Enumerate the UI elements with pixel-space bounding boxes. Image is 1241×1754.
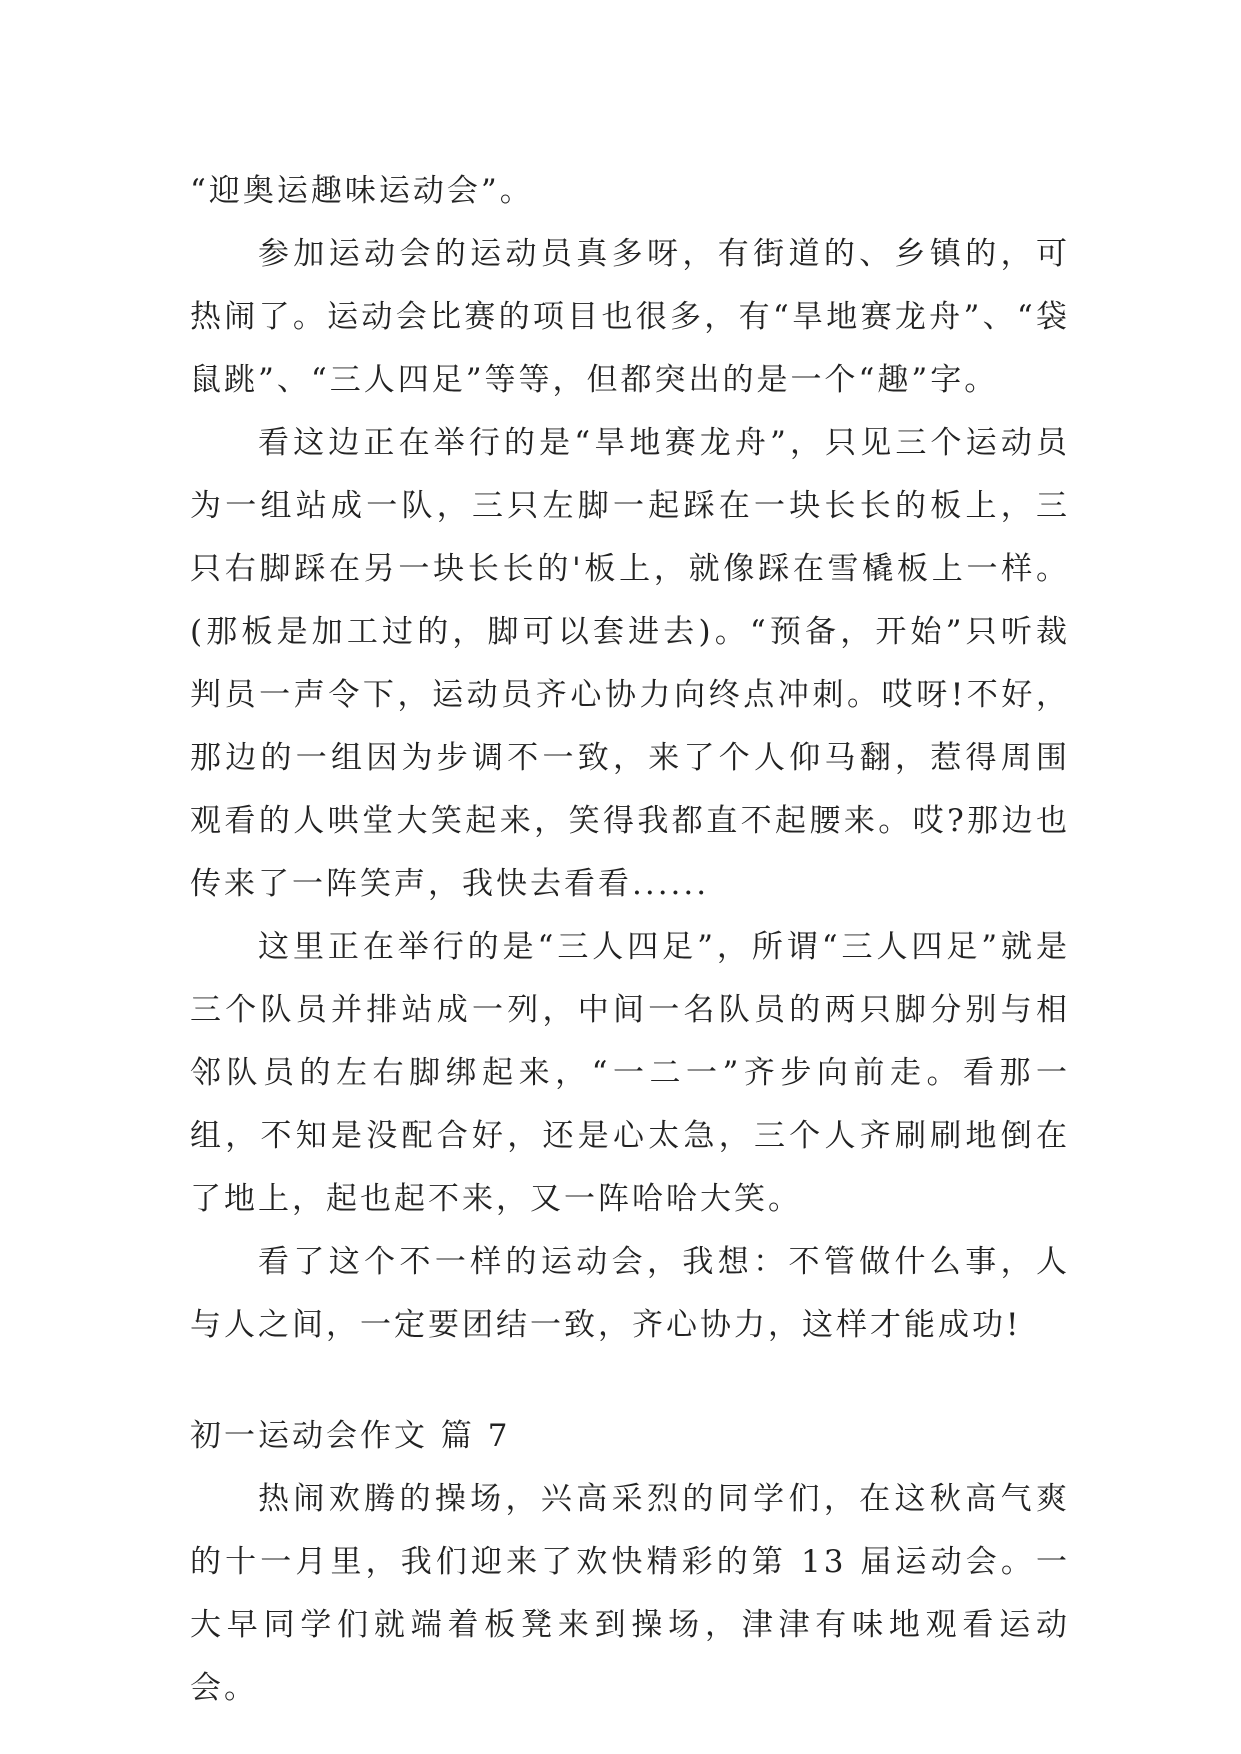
paragraph-three-legged: 这里正在举行的是“三人四足”，所谓“三人四足”就是三个队员并排站成一列，中间一名队员的两只脚分别与相邻队员的左右脚绑起来，“一二一”齐步向前走。看那一组，不知是没配合好，还是心太急，三个人齐刷刷地倒在了地上，起也起不来，又一阵哈哈大笑。 [190,929,1070,1217]
document-page [190,160,1070,1720]
paragraph-dragon-boat: 看这边正在举行的是“旱地赛龙舟”，只见三个运动员为一组站成一队，三只左脚一起踩在一块长长的板上，三只右脚踩在另一块长长的'板上，就像踩在雪橇板上一样。(那板是加工过的，脚可以套进去)。“预备，开始”只听裁判员一声令下，运动员齐心协力向终点冲刺。哎呀!不好，那边的一组因为步调不一致，来了个人仰马翻，惹得周围观看的人哄堂大笑起来，笑得我都直不起腰来。哎?那边也传来了一阵笑声，我快去看看...... [190,425,1070,902]
paragraph-conclusion: 看了这个不一样的运动会，我想：不管做什么事，人与人之间，一定要团结一致，齐心协力，这样才能成功! [190,1244,1070,1343]
paragraph-continuation: “迎奥运趣味运动会”。 [190,173,534,209]
paragraph-essay-7-intro: 热闹欢腾的操场，兴高采烈的同学们，在这秋高气爽的十一月里，我们迎来了欢快精彩的第 13 届运动会。一大早同学们就端着板凳来到操场，津津有味地观看运动会。 [190,1481,1070,1706]
paragraph-participants: 参加运动会的运动员真多呀，有街道的、乡镇的，可热闹了。运动会比赛的项目也很多，有“旱地赛龙舟”、“袋鼠跳”、“三人四足”等等，但都突出的是一个“趣”字。 [190,236,1070,398]
section-title: 初一运动会作文 篇 7 [190,1418,511,1454]
